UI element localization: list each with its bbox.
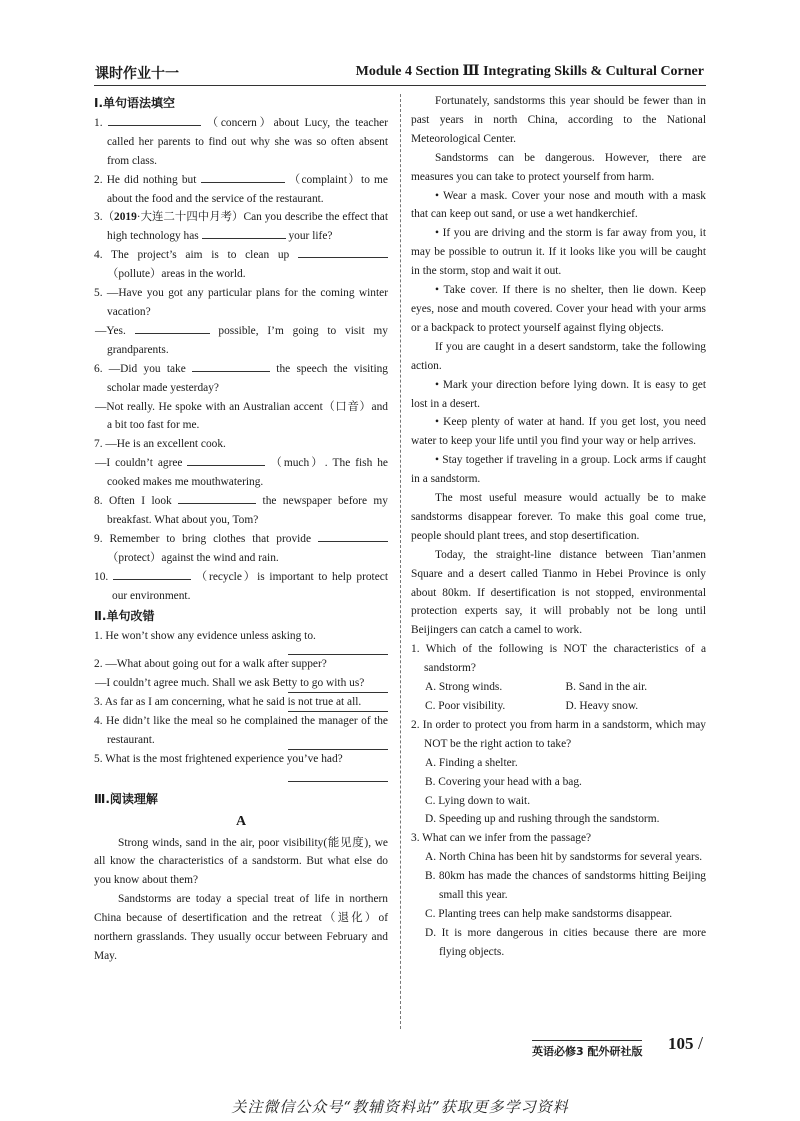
grammar-q6: 6. —Did you take the speech the visiting scholar made yesterday?	[94, 360, 388, 398]
answer-blank[interactable]	[178, 492, 256, 504]
option[interactable]: B. Sand in the air.	[565, 681, 648, 694]
answer-blank[interactable]	[135, 322, 210, 334]
header-rule	[94, 85, 706, 86]
correction-q2: 2. —What about going out for a walk after supper?	[94, 658, 327, 671]
section-1-title: Ⅰ.单句语法填空	[94, 96, 176, 110]
paragraph: Fortunately, sandstorms this year should be fewer than in past years in north China, according to the National Meteorological Center.	[411, 95, 706, 145]
paragraph: The most useful measure would actually be to make sandstorms disappear forever. To make this goal come true, people should plant trees, and stop desertification.	[411, 492, 706, 542]
bullet-point: • Mark your direction before lying down. It is easy to get lost in a desert.	[411, 378, 706, 410]
header-right: Module 4 Section Ⅲ Integrating Skills & Cultural Corner	[355, 64, 704, 79]
option[interactable]: B. Covering your head with a bag.	[425, 775, 582, 788]
grammar-q5-reply: —Yes. possible, I’m going to visit my grandparents.	[94, 322, 388, 360]
page-number: 105	[668, 1034, 694, 1053]
page-slash: /	[698, 1033, 704, 1053]
options-row	[411, 678, 706, 697]
correction-q3: 3. As far as I am concerning, what he said is not true at all.	[94, 693, 388, 712]
section-3-title: Ⅲ.阅读理解	[94, 791, 158, 806]
answer-blank[interactable]	[113, 568, 191, 580]
option[interactable]: D. It is more dangerous in cities because there are more flying objects.	[425, 926, 706, 958]
option[interactable]: A. North China has been hit by sandstorms for several years.	[425, 851, 703, 864]
bullet-point: • Wear a mask. Cover your nose and mouth with a mask that can keep out sand, or use a wet handkerchief.	[411, 189, 706, 221]
answer-line[interactable]	[288, 741, 388, 750]
answer-blank[interactable]	[192, 360, 270, 372]
option[interactable]: C. Planting trees can help make sandstorms disappear.	[425, 907, 673, 920]
reading-q3: 3. What can we infer from the passage?	[411, 832, 592, 845]
option[interactable]: C. Poor visibility.	[425, 700, 506, 712]
grammar-q1: 1. （concern）about Lucy, the teacher called her parents to find out why she was so often absent from class.	[94, 114, 388, 171]
reading-q2: 2. In order to protect you from harm in a sandstorm, which may NOT be the right action to take?	[411, 718, 706, 750]
bullet-point: • Take cover. If there is no shelter, then lie down. Keep eyes, nose and mouth covered. Cover your head with your arms or a backpack to protect yourself against flying objects.	[411, 284, 706, 334]
option[interactable]: C. Lying down to wait.	[425, 794, 531, 807]
grammar-q7-reply: —I couldn’t agree （much）. The fish he cooked makes me mouthwatering.	[94, 454, 388, 492]
grammar-q2: 2. He did nothing but （complaint）to me about the food and the service of the restaurant.	[94, 171, 388, 209]
book-badge: 英语必修3 配外研社版	[532, 1040, 642, 1059]
section-2-title: Ⅱ.单句改错	[94, 609, 155, 624]
paragraph: Sandstorms are today a special treat of life in northern China because of desertification and the retreat（退化）of northern grasslands. They usually occur between February and May.	[94, 893, 388, 962]
answer-blank[interactable]	[108, 114, 201, 126]
bullet-point: • If you are driving and the storm is far away from you, it may be possible to outrun it. If it looks like you will be caught in the storm, stop and wait it out.	[411, 227, 706, 278]
option[interactable]: D. Speeding up and rushing through the sandstorm.	[425, 813, 660, 826]
grammar-q4: 4. The project’s aim is to clean up （pollute）areas in the world.	[94, 246, 388, 284]
correction-q1: 1. He won’t show any evidence unless asking to.	[94, 627, 388, 655]
column-divider	[400, 94, 401, 1029]
grammar-q3: 3.（2019·大连二十四中月考）Can you describe the effect that high technology has your life?	[94, 211, 389, 243]
answer-blank[interactable]	[298, 246, 388, 258]
bullet-point: • Stay together if traveling in a group. Lock arms if caught in a sandstorm.	[411, 454, 706, 486]
grammar-q8: 8. Often I look the newspaper before my breakfast. What about you, Tom?	[94, 492, 388, 530]
grammar-q9: 9. Remember to bring clothes that provide （protect）against the wind and rain.	[94, 530, 388, 568]
option[interactable]: B. 80km has made the chances of sandstorms hitting Beijing small this year.	[425, 870, 706, 902]
paragraph: Sandstorms can be dangerous. However, there are measures you can take to protect yourself from harm.	[411, 151, 706, 183]
answer-line[interactable]	[288, 773, 388, 782]
correction-q4: 4. He didn’t like the meal so he complained the manager of the restaurant.	[94, 712, 388, 750]
bullet-point: • Keep plenty of water at hand. If you get lost, you need water to keep your life until you find your way or help arrives.	[411, 416, 706, 448]
correction-q2-reply: —I couldn’t agree much. Shall we ask Betty to go with us?	[94, 674, 388, 693]
passage-label: A	[235, 813, 247, 829]
option[interactable]: D. Heavy snow.	[565, 700, 639, 712]
answer-blank[interactable]	[187, 454, 265, 466]
answer-blank[interactable]	[201, 171, 285, 183]
grammar-q10: 10. （recycle）is important to help protect our environment.	[94, 568, 388, 606]
answer-line[interactable]	[288, 646, 388, 655]
options-row	[411, 697, 706, 716]
right-column	[411, 92, 706, 962]
grammar-q5: 5. —Have you got any particular plans for the coming winter vacation?	[94, 287, 388, 318]
grammar-q6-reply: —Not really. He spoke with an Australian accent（口音）and a bit too fast for me.	[95, 400, 388, 432]
paragraph: Strong winds, sand in the air, poor visibility(能见度), we all know the characteristics of a sandstorm. But what else do you know about them?	[94, 836, 388, 887]
grammar-q7: 7. —He is an excellent cook.	[94, 438, 226, 451]
option[interactable]: A. Finding a shelter.	[425, 756, 518, 769]
answer-blank[interactable]	[318, 530, 388, 542]
correction-q5: 5. What is the most frightened experience you’ve had?	[94, 750, 388, 782]
bottom-watermark-note: 关注微信公众号“教辅资料站”获取更多学习资料	[231, 1098, 569, 1116]
paragraph: If you are caught in a desert sandstorm, take the following action.	[411, 340, 706, 372]
reading-q1: 1. Which of the following is NOT the characteristics of a sandstorm?	[411, 643, 706, 675]
answer-blank[interactable]	[202, 227, 286, 239]
option[interactable]: A. Strong winds.	[425, 681, 503, 694]
left-column	[94, 92, 388, 966]
paragraph: Today, the straight-line distance between Tian’anmen Square and a desert called Tianmo in Hebei Province is only about 80km. If desertification is not stopped, environmental protection experts say, it will probably not be long until Beijingers can catch a camel to work.	[411, 548, 706, 637]
header-left: 课时作业十一	[95, 66, 179, 82]
